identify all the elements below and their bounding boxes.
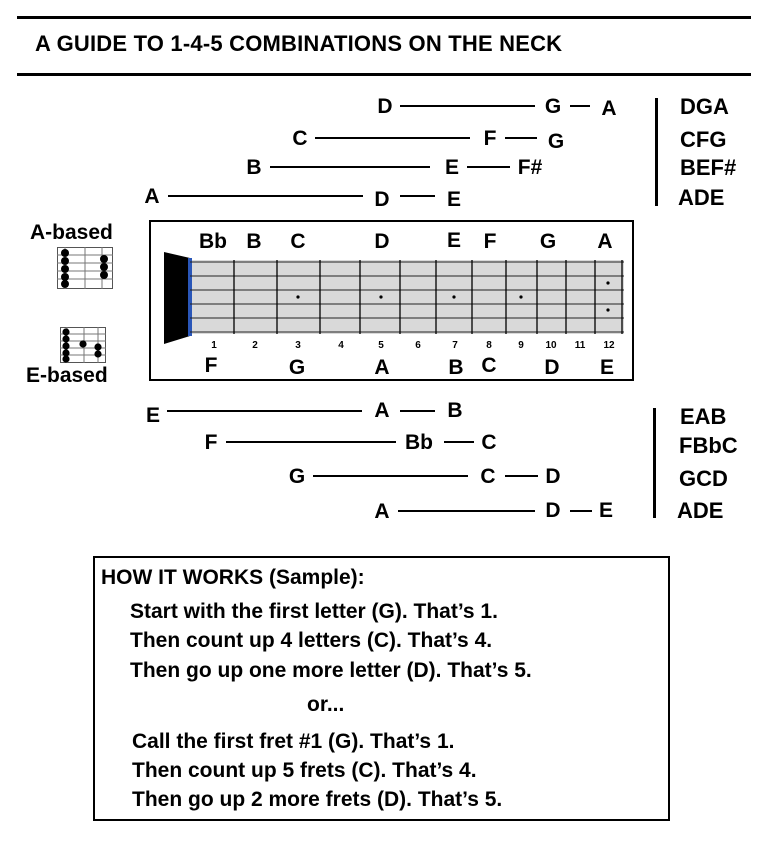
fret-note-label: A [374,356,390,379]
interval-line [400,105,535,107]
note-label: D [545,465,561,488]
combo-divider [655,98,658,206]
interval-line [398,510,535,512]
note-label: A [374,500,390,523]
how-line: Then go up one more letter (D). That’s 5. [130,659,532,682]
note-label: A [601,97,617,120]
fret-number: 10 [545,340,557,351]
fret-note-label: B [246,230,262,253]
interval-line [467,166,510,168]
how-line: Then count up 5 frets (C). That’s 4. [132,759,477,782]
combo-label: EAB [680,404,727,429]
fret-number: 12 [603,340,615,351]
guitar-neck-graphic [160,252,630,344]
interval-line [226,441,396,443]
e-shape-chord-icon [60,327,106,363]
combo-label: ADE [678,185,725,210]
or-divider: or... [307,693,345,716]
note-label: F [204,431,218,454]
fret-note-label: C [290,230,306,253]
interval-line [570,510,592,512]
note-label: G [288,465,306,488]
interval-line [270,166,430,168]
fret-note-label: D [544,356,560,379]
note-label: Bb [405,431,433,454]
note-label: A [374,399,390,422]
interval-line [400,410,435,412]
fret-note-label: C [481,354,497,377]
note-label: C [481,431,497,454]
fret-note-label: G [288,356,306,379]
note-label: B [447,399,463,422]
note-label: F [483,127,497,150]
combo-label: GCD [679,466,728,491]
fret-note-label: G [539,230,557,253]
interval-line [570,105,590,107]
fret-note-label: E [599,356,615,379]
fretboard-surface [190,260,624,334]
title-underline [17,73,751,76]
note-label: E [446,188,462,211]
fret-number: 4 [338,340,344,351]
interval-line [168,195,363,197]
fret-number: 3 [295,340,301,351]
note-label: D [545,499,561,522]
interval-line [444,441,474,443]
fret-number: 8 [486,340,492,351]
how-line: Then go up 2 more frets (D). That’s 5. [132,788,503,811]
interval-line [505,137,537,139]
page-title: A GUIDE TO 1-4-5 COMBINATIONS ON THE NECK [35,31,563,56]
how-line: Then count up 4 letters (C). That’s 4. [130,629,493,652]
combo-divider [653,408,656,518]
fret-note-label: B [448,356,464,379]
interval-line [167,410,362,412]
fret-number: 7 [452,340,458,351]
note-label: B [246,156,262,179]
nut [188,258,192,336]
combo-label: FBbC [679,433,738,458]
interval-line [400,195,435,197]
interval-line [313,475,468,477]
combo-label: BEF# [680,155,737,180]
a-based-label: A-based [30,221,113,244]
note-label: G [544,95,562,118]
interval-line [505,475,538,477]
fret-note-label: D [374,230,390,253]
e-based-label: E-based [26,364,108,387]
combo-label: CFG [680,127,727,152]
fret-number: 6 [415,340,421,351]
combo-label: DGA [680,94,729,119]
note-label: C [480,465,496,488]
fret-number: 5 [378,340,384,351]
fret-note-label: F [483,230,497,253]
note-label: E [145,404,161,427]
fret-number: 11 [574,340,586,351]
top-rule [17,16,751,19]
combo-label: ADE [677,498,724,523]
note-label: C [292,127,308,150]
fret-note-label: E [446,229,462,252]
note-label: G [547,130,565,153]
fret-note-label: A [597,230,613,253]
fret-number: 1 [211,340,217,351]
fret-number: 2 [252,340,258,351]
note-label: E [598,499,614,522]
note-label: D [374,188,390,211]
interval-line [315,137,470,139]
note-label: D [377,95,393,118]
how-line: Call the first fret #1 (G). That’s 1. [132,730,455,753]
fret-note-label: Bb [199,230,227,253]
fret-number: 9 [518,340,524,351]
how-line: Start with the first letter (G). That’s 1. [130,600,498,623]
note-label: A [144,185,160,208]
how-it-works-heading: HOW IT WORKS (Sample): [101,566,365,589]
note-label: E [444,156,460,179]
fret-note-label: F [204,354,218,377]
a-shape-chord-icon [57,247,113,289]
note-label: F# [517,156,543,179]
headstock-nut [164,252,190,344]
